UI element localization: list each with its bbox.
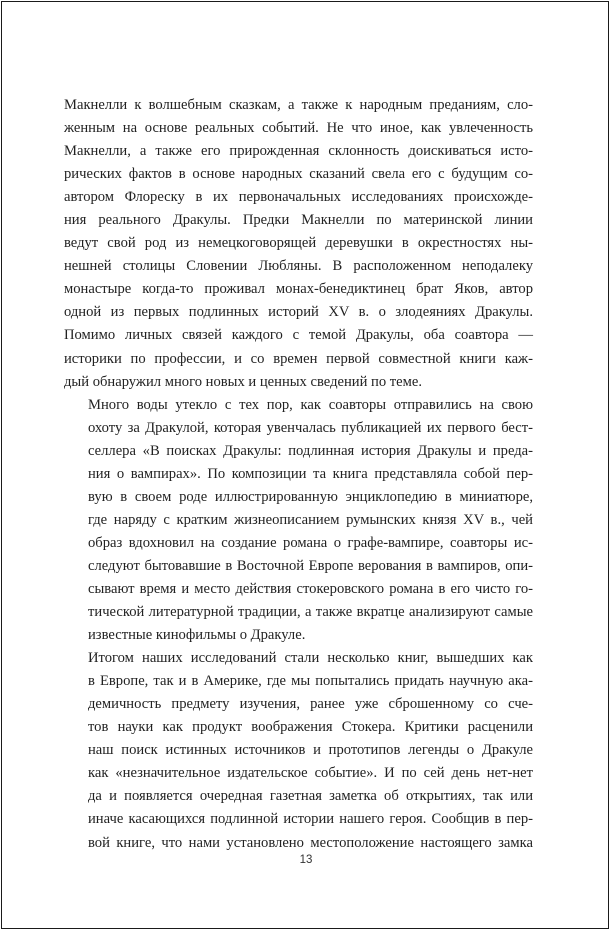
text-line: образ вдохновил на создание романа о графе-вампире, соавторы ис-	[88, 534, 533, 551]
text-line: дый обнаружил много новых и ценных сведений по теме.	[64, 373, 423, 390]
text-line: иначе касающихся подлинной истории нашего героя. Сообщив в пер-	[88, 811, 533, 828]
text-line: нешней столицы Словении Любляны. В расположенном неподалеку	[64, 258, 533, 275]
text-line: Макнелли к волшебным сказкам, а также к народным преданиям, сло-	[64, 97, 533, 113]
text-line: вую в своем роде иллюстрированную энциклопедию в миниатюре,	[88, 488, 533, 505]
page-number: 13	[299, 854, 313, 866]
text-line: тической литературной традиции, а также вкратце анализируют самые	[88, 604, 533, 621]
text-line: вой книге, что нами установлено местоположение настоящего замка	[88, 834, 533, 851]
text-line: где наряду с кратким жизнеописанием румынских князя XV в., чей	[88, 511, 533, 528]
text-line: известные кинофильмы о Дракуле.	[88, 627, 306, 644]
text-line: Много воды утекло с тех пор, как соавторы отправились на свою	[88, 396, 533, 413]
text-line: ния реального Дракулы. Предки Макнелли по материнской линии	[64, 212, 533, 229]
text-line: женным на основе реальных событий. Не что иное, как увлеченность	[64, 120, 533, 137]
book-page	[1, 1, 609, 929]
text-line: рических фактов в основе народных сказаний свела его с будущим со-	[64, 166, 533, 183]
text-line: ния о вампирах». По композиции та книга представляла собой пер-	[88, 465, 533, 482]
text-line: ведут свой род из немецкоговорящей деревушки в окрестностях ны-	[64, 235, 533, 252]
paragraph	[64, 94, 533, 394]
text-line: автором Флореску в их первоначальных исследованиях происхожде-	[64, 189, 533, 206]
text-line: в Европе, так и в Америке, где мы попытались придать научную ака-	[88, 673, 533, 690]
text-line: Помимо личных связей каждого с темой Дракулы, оба соавтора —	[64, 327, 533, 344]
text-line: демичность предмету изучения, ранее уже сброшенному со сче-	[88, 696, 533, 713]
text-line: монастыре когда-то проживал монах-бенедиктинец брат Яков, автор	[64, 281, 533, 298]
text-line: да и появляется очередная газетная заметка об открытиях, так или	[88, 788, 533, 805]
paragraph	[64, 394, 533, 648]
text-line: следуют бытовавшие в Восточной Европе верования в вампиров, опи-	[88, 557, 533, 574]
text-line: как «незначительное издательское событие». И по сей день нет-нет	[88, 765, 533, 782]
text-line: сывают время и место действия стокеровского романа в его чисто го-	[88, 580, 533, 597]
text-line: селлера «В поисках Дракулы: подлинная история Дракулы и преда-	[88, 442, 533, 459]
text-line: Макнелли, а также его прирожденная склонность доискиваться исто-	[64, 143, 533, 160]
paragraph	[64, 647, 533, 854]
body-text	[64, 94, 533, 855]
text-line: тов науки как продукт воображения Стокера. Критики расценили	[88, 719, 533, 736]
text-line: Итогом наших исследований стали несколько книг, вышедших как	[88, 650, 533, 667]
text-line: охоту за Дракулой, которая увенчалась публикацией их первого бест-	[88, 419, 533, 436]
text-line: историки по профессии, и со времен первой совместной книги каж-	[64, 350, 533, 367]
text-line: одной из первых подлинных историй XV в. о злодеяниях Дракулы.	[64, 304, 533, 321]
text-line: наш поиск истинных источников и прототипов легенды о Дракуле	[88, 742, 533, 759]
